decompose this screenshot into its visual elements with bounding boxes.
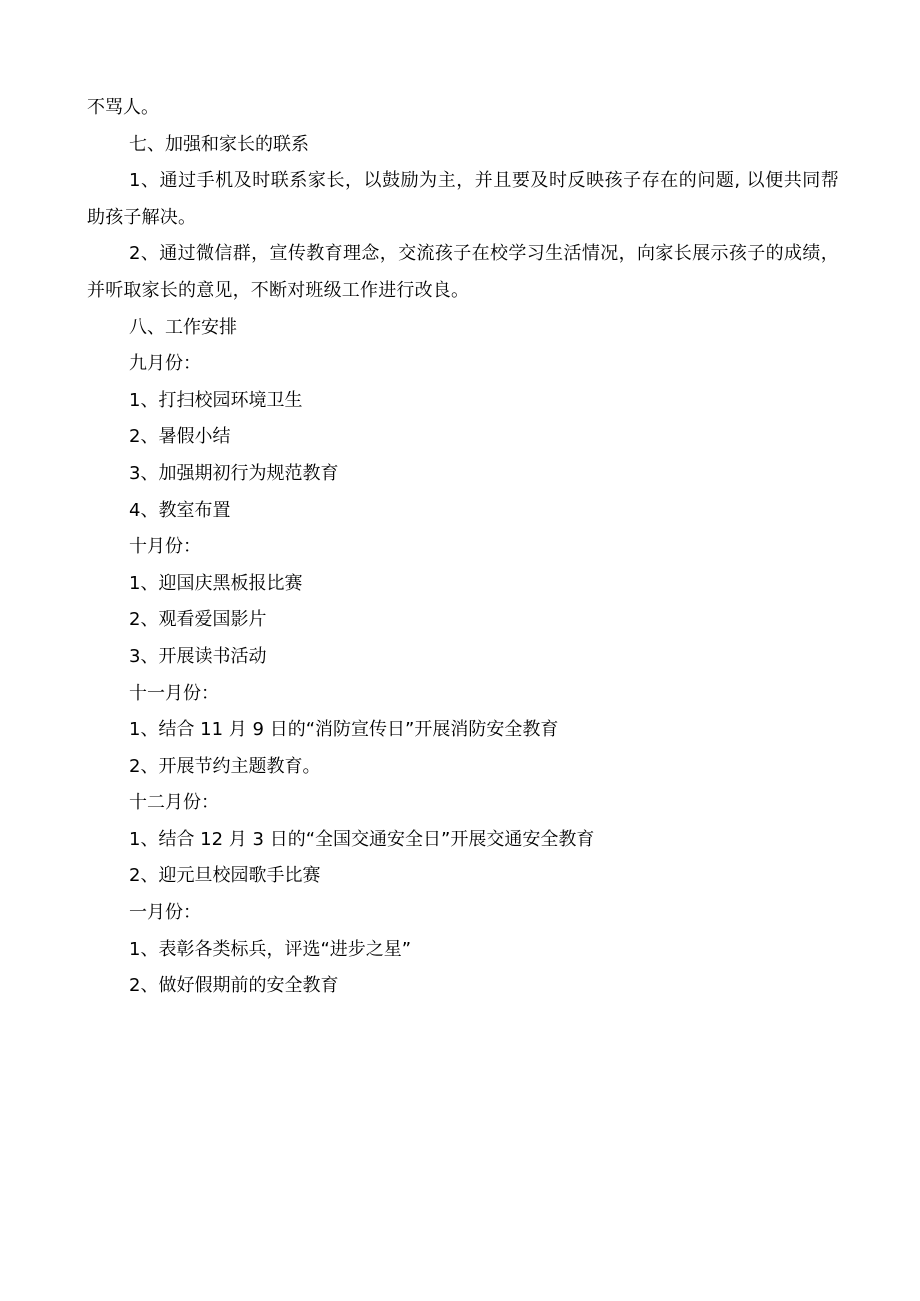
paragraph-contact-wechat: 2、通过微信群，宣传教育理念，交流孩子在校学习生活情况，向家长展示孩子的成绩，并听取家长的意见，不断对班级工作进行改良。 <box>87 243 839 301</box>
section-heading-parent-contact: 七、加强和家长的联系 <box>129 133 309 155</box>
month-heading-january: 一月份： <box>129 902 201 924</box>
list-item: 2、观看爱国影片 <box>129 609 267 631</box>
list-item: 1、结合 11 月 9 日的“消防宣传日”开展消防安全教育 <box>129 719 559 741</box>
list-item: 2、做好假期前的安全教育 <box>129 975 339 997</box>
list-item: 3、开展读书活动 <box>129 645 267 667</box>
text-line-continuation: 不骂人。 <box>87 97 159 118</box>
paragraph-contact-phone: 1、通过手机及时联系家长，以鼓励为主，并且要及时反映孩子存在的问题, 以便共同帮助孩子解决。 <box>87 170 839 228</box>
list-item: 1、打扫校园环境卫生 <box>129 389 303 411</box>
month-heading-september: 九月份： <box>129 353 201 375</box>
document-body <box>87 90 839 1005</box>
list-item: 2、开展节约主题教育。 <box>129 755 321 777</box>
list-item: 1、结合 12 月 3 日的“全国交通安全日”开展交通安全教育 <box>129 828 595 850</box>
section-heading-work-schedule: 八、工作安排 <box>129 316 237 338</box>
list-item: 4、教室布置 <box>129 499 231 521</box>
month-heading-december: 十二月份： <box>129 792 219 814</box>
month-heading-november: 十一月份： <box>129 682 219 704</box>
list-item: 1、迎国庆黑板报比赛 <box>129 572 303 594</box>
list-item: 3、加强期初行为规范教育 <box>129 462 339 484</box>
month-heading-october: 十月份： <box>129 536 201 558</box>
list-item: 1、表彰各类标兵，评选“进步之星” <box>129 938 412 960</box>
list-item: 2、迎元旦校园歌手比赛 <box>129 865 321 887</box>
list-item: 2、暑假小结 <box>129 426 231 448</box>
